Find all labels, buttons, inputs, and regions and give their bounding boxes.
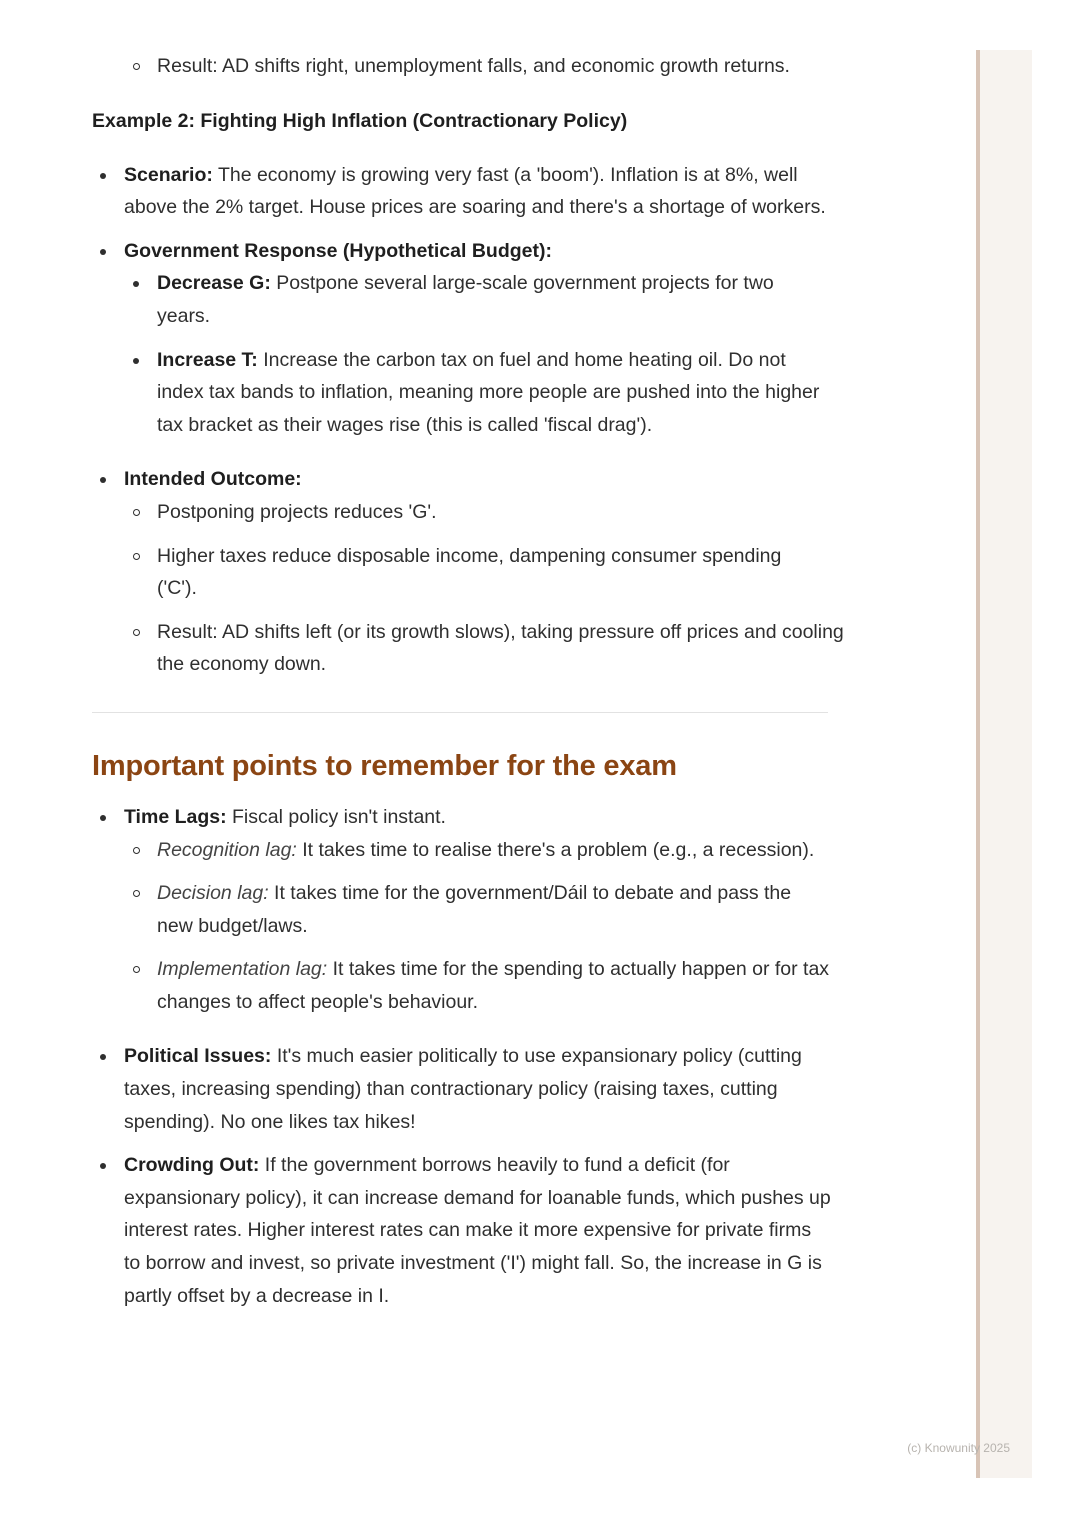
bullet-icon — [100, 477, 106, 483]
list-item — [92, 540, 807, 605]
hollow-bullet-icon — [133, 890, 140, 897]
item-text: It takes time for the government/Dáil to debate and pass the new budget/laws. — [157, 882, 792, 937]
page-content — [92, 50, 844, 1312]
hollow-bullet-icon — [133, 629, 140, 636]
list-item — [92, 953, 832, 1018]
item-label: Decrease G: — [157, 272, 271, 295]
page-sidebar — [976, 50, 1032, 1478]
item-label: Intended Outcome: — [124, 468, 302, 491]
divider — [92, 712, 828, 713]
hollow-bullet-icon — [133, 966, 140, 973]
bullet-icon — [100, 1054, 106, 1060]
section-heading: Example 2: Fighting High Inflation (Contractionary Policy) — [92, 109, 628, 132]
section-title: Important points to remember for the exam — [92, 749, 677, 782]
list-item — [92, 50, 797, 83]
bullet-icon — [100, 1163, 106, 1169]
item-text: Postponing projects reduces 'G'. — [157, 500, 437, 523]
bullet-icon — [100, 249, 106, 255]
item-label: Political Issues: — [124, 1045, 272, 1068]
item-text: Higher taxes reduce disposable income, dampening consumer spending ('C'). — [157, 544, 782, 600]
item-text: Postpone several large-scale government projects for two years. — [157, 272, 774, 327]
list-item — [92, 801, 832, 834]
list-item — [92, 616, 867, 681]
list-item — [92, 267, 832, 332]
list-item — [92, 344, 832, 442]
hollow-bullet-icon — [133, 509, 140, 516]
bullet-icon — [100, 173, 106, 179]
list-item — [92, 463, 832, 496]
bullet-icon — [133, 358, 139, 364]
hollow-bullet-icon — [133, 63, 140, 70]
hollow-bullet-icon — [133, 847, 140, 854]
list-item — [92, 1149, 832, 1312]
bullet-icon — [100, 815, 106, 821]
item-text: It takes time for the spending to actually happen or for tax changes to affect people's behaviour. — [157, 958, 830, 1013]
list-item — [92, 496, 832, 529]
copyright-footer: (c) Knowunity 2025 — [907, 1441, 1010, 1455]
bullet-icon — [133, 281, 139, 287]
item-text: The economy is growing very fast (a 'boom'). Inflation is at 8%, well above the 2% target. House prices are soaring and there's a shortage of workers. — [124, 163, 826, 219]
item-text: Result: AD shifts left (or its growth slows), taking pressure off prices and cooling the economy down. — [157, 620, 844, 676]
item-text: Fiscal policy isn't instant. — [226, 805, 446, 828]
item-label: Increase T: — [157, 348, 258, 371]
list-item — [92, 159, 832, 224]
item-text: It's much easier politically to use expansionary policy (cutting taxes, increasing spending) than contractionary policy (raising taxes, cutting spending). No one likes tax hikes! — [124, 1045, 802, 1133]
hollow-bullet-icon — [133, 553, 140, 560]
list-item — [92, 1040, 844, 1138]
list-item-text: Result: AD shifts right, unemployment falls, and economic growth returns. — [157, 55, 790, 77]
list-item — [92, 834, 837, 867]
list-item — [92, 235, 832, 268]
item-text: It takes time to realise there's a problem (e.g., a recession). — [296, 838, 815, 861]
item-label: Decision lag: — [157, 882, 269, 905]
list-item — [92, 877, 832, 942]
item-label: Government Response (Hypothetical Budget): — [124, 239, 552, 262]
item-label: Crowding Out: — [124, 1154, 260, 1177]
item-text: Increase the carbon tax on fuel and home heating oil. Do not index tax bands to inflation, meaning more people are pushed into the higher tax bracket as their wages rise (this is called 'fiscal drag'). — [157, 348, 820, 436]
item-label: Recognition lag: — [157, 838, 297, 861]
item-label: Time Lags: — [124, 805, 227, 828]
item-label: Implementation lag: — [157, 958, 328, 981]
item-label: Scenario: — [124, 163, 213, 186]
item-text: If the government borrows heavily to fund a deficit (for expansionary policy), it can increase demand for loanable funds, which pushes up interest rates. Higher interest rates can make it more expensive for private firms to borrow and invest, so private investment ('I') might fall. So, the increase in G is partly offset by a decrease in I. — [124, 1154, 831, 1307]
